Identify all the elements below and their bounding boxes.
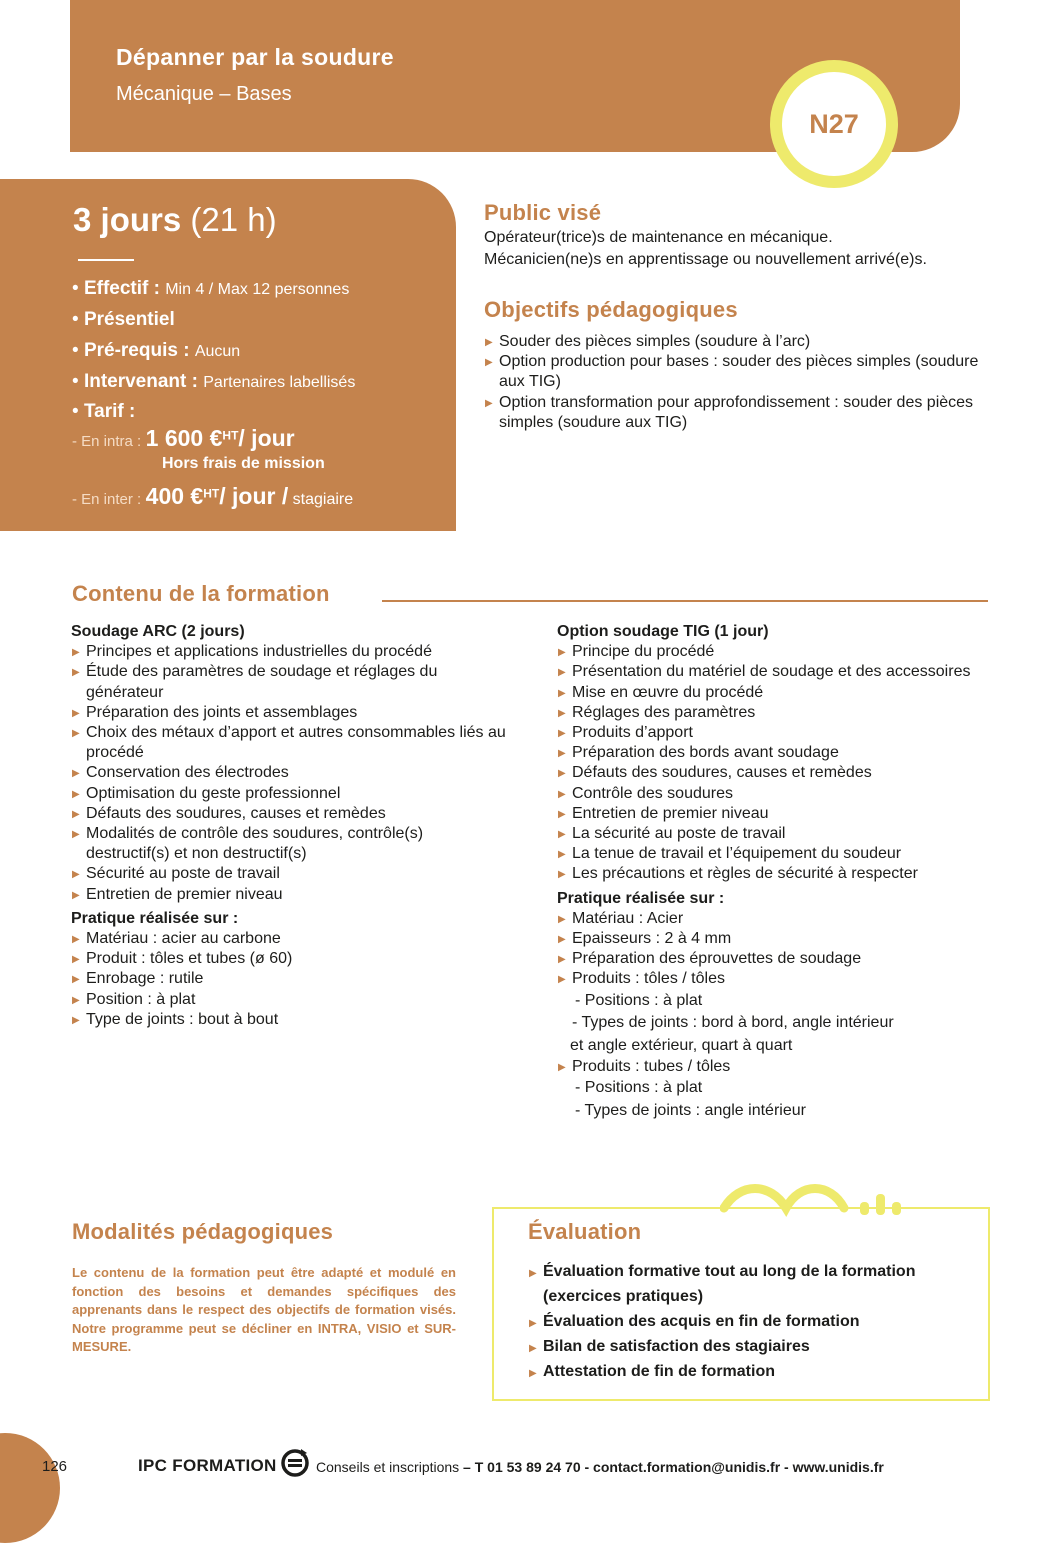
list-item: ▶ Produits : tôles / tôles — [557, 969, 997, 989]
triangle-bullet-icon: ▶ — [558, 707, 566, 719]
duration-divider — [78, 259, 134, 261]
triangle-bullet-icon: ▶ — [72, 768, 80, 780]
mode-value: Présentiel — [83, 309, 175, 330]
list-item: ▶ Optimisation du geste professionnel — [71, 784, 511, 804]
arc-title: Soudage ARC (2 jours) — [71, 623, 245, 640]
modalites-text: Le contenu de la formation peut être adapté et modulé en fonction des besoins et demandes spécifiques des apprenants dans le respect des objectifs de formation visés. Notre programme peut se décliner en INTRA, VISIO et SUR-MESURE. — [72, 1265, 456, 1354]
triangle-bullet-icon: ▶ — [529, 1268, 537, 1279]
triangle-bullet-icon: ▶ — [72, 808, 80, 820]
list-item: ▶ Étude des paramètres de soudage et réglages du générateur — [72, 663, 438, 701]
list-item: ▶ Option production pour bases : souder des pièces simples (soudure aux TIG) — [485, 353, 979, 391]
list-item: ▶ Choix des métaux d’apport et autres consommables liés au procédé — [72, 724, 506, 762]
list-item: ▶ Défauts des soudures, causes et remèdes — [557, 763, 997, 783]
evaluation-heading: Évaluation — [528, 1219, 642, 1244]
contact-details: – T 01 53 89 24 70 - contact.formation@unidis.fr - www.unidis.fr — [459, 1459, 884, 1475]
triangle-bullet-icon: ▶ — [558, 849, 566, 861]
duration-days: 3 jours — [73, 201, 182, 238]
page-number: 126 — [42, 1458, 68, 1475]
triangle-bullet-icon: ▶ — [558, 808, 566, 820]
wave-decoration-icon — [720, 1180, 980, 1224]
list-item: ▶ La sécurité au poste de travail — [557, 824, 997, 844]
dash-item: - Positions : à plat — [575, 1079, 703, 1097]
contenu-heading: Contenu de la formation — [72, 581, 330, 606]
dash-item: - Types de joints : angle intérieur — [575, 1101, 806, 1119]
evaluation-list — [528, 1259, 968, 1384]
inter-sup: HT — [203, 486, 220, 501]
list-item: ▶ Matériau : acier au carbone — [71, 929, 511, 949]
contact-line — [316, 1459, 884, 1475]
brand-logo-icon — [279, 1447, 311, 1479]
info-intervenant: • Intervenant : Partenaires labellisés — [72, 371, 356, 392]
list-item: ▶ Présentation du matériel de soudage et des accessoires — [557, 662, 997, 682]
triangle-bullet-icon: ▶ — [485, 397, 493, 409]
triangle-bullet-icon: ▶ — [558, 954, 566, 966]
triangle-bullet-icon: ▶ — [72, 728, 80, 740]
contenu-right-column — [557, 622, 997, 1122]
corner-decoration — [0, 1433, 60, 1543]
triangle-bullet-icon: ▶ — [72, 954, 80, 966]
triangle-bullet-icon: ▶ — [558, 728, 566, 740]
triangle-bullet-icon: ▶ — [72, 974, 80, 986]
price-intra — [72, 425, 295, 452]
modalites-heading: Modalités pédagogiques — [72, 1219, 334, 1244]
triangle-bullet-icon: ▶ — [558, 913, 566, 925]
prereq-label: Pré-requis : — [83, 340, 190, 361]
triangle-bullet-icon: ▶ — [529, 1318, 537, 1329]
inter-suffix: stagiaire — [292, 491, 354, 508]
list-item: ▶ Matériau : Acier — [557, 909, 997, 929]
info-tarif: • Tarif : — [72, 401, 136, 422]
triangle-bullet-icon: ▶ — [72, 667, 80, 679]
list-item: ▶ Produit : tôles et tubes (ø 60) — [71, 949, 511, 969]
tarif-label: Tarif : — [83, 401, 136, 422]
list-item: ▶ Préparation des joints et assemblages — [71, 703, 511, 723]
contenu-left-column — [71, 622, 511, 1030]
tig-list — [557, 642, 997, 884]
triangle-bullet-icon: ▶ — [558, 667, 566, 679]
effectif-value: Min 4 / Max 12 personnes — [165, 281, 350, 298]
list-item: ▶ Préparation des éprouvettes de soudage — [557, 949, 997, 969]
triangle-bullet-icon: ▶ — [72, 647, 80, 659]
intra-sup: HT — [222, 428, 239, 443]
list-item: ▶ Attestation de fin de formation — [528, 1359, 968, 1384]
price-inter — [72, 483, 353, 510]
list-item: ▶ Type de joints : bout à bout — [71, 1010, 511, 1030]
brand-name: IPC FORMATION — [138, 1456, 277, 1475]
triangle-bullet-icon: ▶ — [558, 974, 566, 986]
contact-prefix: Conseils et inscriptions — [316, 1459, 460, 1475]
list-item: ▶ La tenue de travail et l’équipement du soudeur — [557, 844, 997, 864]
info-mode: • Présentiel — [72, 309, 175, 330]
list-item: ▶ Entretien de premier niveau — [557, 804, 997, 824]
list-item: ▶ Défauts des soudures, causes et remèdes — [71, 804, 511, 824]
tig-title: Option soudage TIG (1 jour) — [557, 623, 769, 640]
inter-unit: / jour / — [219, 483, 289, 509]
list-item: ▶ Conservation des électrodes — [71, 763, 511, 783]
list-item: ▶ Enrobage : rutile — [71, 969, 511, 989]
triangle-bullet-icon: ▶ — [485, 357, 493, 369]
triangle-bullet-icon: ▶ — [558, 1062, 566, 1074]
arc-list — [71, 642, 511, 905]
duration — [73, 201, 277, 239]
info-effectif: • Effectif : Min 4 / Max 12 personnes — [72, 278, 350, 299]
list-item: ▶ Principes et applications industrielles du procédé — [71, 642, 511, 662]
list-item: ▶ Bilan de satisfaction des stagiaires — [528, 1334, 968, 1359]
triangle-bullet-icon: ▶ — [558, 687, 566, 699]
page-subtitle: Mécanique – Bases — [116, 83, 292, 105]
list-item: ▶ Évaluation des acquis en fin de formation — [528, 1309, 968, 1334]
list-item: ▶ Produits d’apport — [557, 723, 997, 743]
course-code: N27 — [809, 108, 859, 139]
duration-hours: (21 h) — [190, 201, 277, 238]
intervenant-value: Partenaires labellisés — [203, 374, 356, 391]
page-title: Dépanner par la soudure — [116, 44, 394, 70]
public-text — [484, 227, 927, 271]
inter-label: - En inter : — [72, 491, 142, 508]
public-heading: Public visé — [484, 200, 602, 225]
list-item: ▶ Principe du procédé — [557, 642, 997, 662]
list-item: ▶ Évaluation formative tout au long de la formation (exercices pratiques) — [529, 1263, 916, 1305]
intervenant-label: Intervenant : — [83, 371, 198, 392]
public-line: Mécanicien(ne)s en apprentissage ou nouvellement arrivé(e)s. — [484, 251, 927, 268]
list-item: ▶ Mise en œuvre du procédé — [557, 683, 997, 703]
tig-pratique-list-2 — [557, 1057, 997, 1077]
triangle-bullet-icon: ▶ — [558, 748, 566, 760]
list-item: ▶ Préparation des bords avant soudage — [557, 743, 997, 763]
dash-item: - Types de joints : bord à bord, angle intérieur — [572, 1014, 894, 1032]
info-prereq: • Pré-requis : Aucun — [72, 340, 241, 361]
intra-unit: / jour — [238, 425, 295, 451]
list-item: ▶ Position : à plat — [71, 990, 511, 1010]
triangle-bullet-icon: ▶ — [72, 869, 80, 881]
list-item: ▶ Les précautions et règles de sécurité à respecter — [557, 864, 997, 884]
list-item: ▶ Option transformation pour approfondissement : souder des pièces simples (soudure aux TIG) — [485, 393, 974, 431]
triangle-bullet-icon: ▶ — [72, 1014, 80, 1026]
arc-pratique-title: Pratique réalisée sur : — [71, 909, 239, 927]
list-item: ▶ Entretien de premier niveau — [71, 885, 511, 905]
prereq-value: Aucun — [194, 343, 241, 360]
list-item: ▶ Sécurité au poste de travail — [71, 864, 511, 884]
arc-pratique-list — [71, 929, 511, 1030]
triangle-bullet-icon: ▶ — [72, 934, 80, 946]
dash-item: - Positions : à plat — [575, 991, 703, 1009]
intra-price: 1 600 € — [145, 425, 223, 451]
triangle-bullet-icon: ▶ — [558, 768, 566, 780]
tig-pratique-title: Pratique réalisée sur : — [557, 889, 725, 907]
triangle-bullet-icon: ▶ — [558, 647, 566, 659]
list-item: ▶ Contrôle des soudures — [557, 784, 997, 804]
objectifs-list — [484, 332, 994, 433]
contenu-rule — [382, 600, 988, 602]
triangle-bullet-icon: ▶ — [558, 788, 566, 800]
intra-label: - En intra : — [72, 433, 142, 450]
intra-note: Hors frais de mission — [162, 455, 325, 472]
list-item: ▶ Souder des pièces simples (soudure à l’arc) — [484, 332, 994, 352]
list-item: ▶ Epaisseurs : 2 à 4 mm — [557, 929, 997, 949]
list-item: ▶ Modalités de contrôle des soudures, contrôle(s) destructif(s) et non destructif(s) — [72, 825, 424, 863]
public-line: Opérateur(trice)s de maintenance en mécanique. — [484, 229, 833, 246]
triangle-bullet-icon: ▶ — [72, 994, 80, 1006]
triangle-bullet-icon: ▶ — [72, 889, 80, 901]
list-item: ▶ Produits : tubes / tôles — [557, 1057, 997, 1077]
course-code-badge — [770, 60, 898, 188]
triangle-bullet-icon: ▶ — [558, 829, 566, 841]
triangle-bullet-icon: ▶ — [558, 869, 566, 881]
inter-price: 400 € — [145, 483, 204, 509]
triangle-bullet-icon: ▶ — [558, 934, 566, 946]
list-item: ▶ Réglages des paramètres — [557, 703, 997, 723]
tig-pratique-list — [557, 909, 997, 990]
triangle-bullet-icon: ▶ — [72, 707, 80, 719]
triangle-bullet-icon: ▶ — [529, 1343, 537, 1354]
triangle-bullet-icon: ▶ — [72, 829, 80, 841]
dash-item-cont: et angle extérieur, quart à quart — [570, 1036, 793, 1054]
triangle-bullet-icon: ▶ — [72, 788, 80, 800]
objectifs-heading: Objectifs pédagogiques — [484, 297, 738, 322]
triangle-bullet-icon: ▶ — [485, 337, 493, 348]
effectif-label: Effectif : — [83, 278, 160, 299]
triangle-bullet-icon: ▶ — [529, 1368, 537, 1379]
